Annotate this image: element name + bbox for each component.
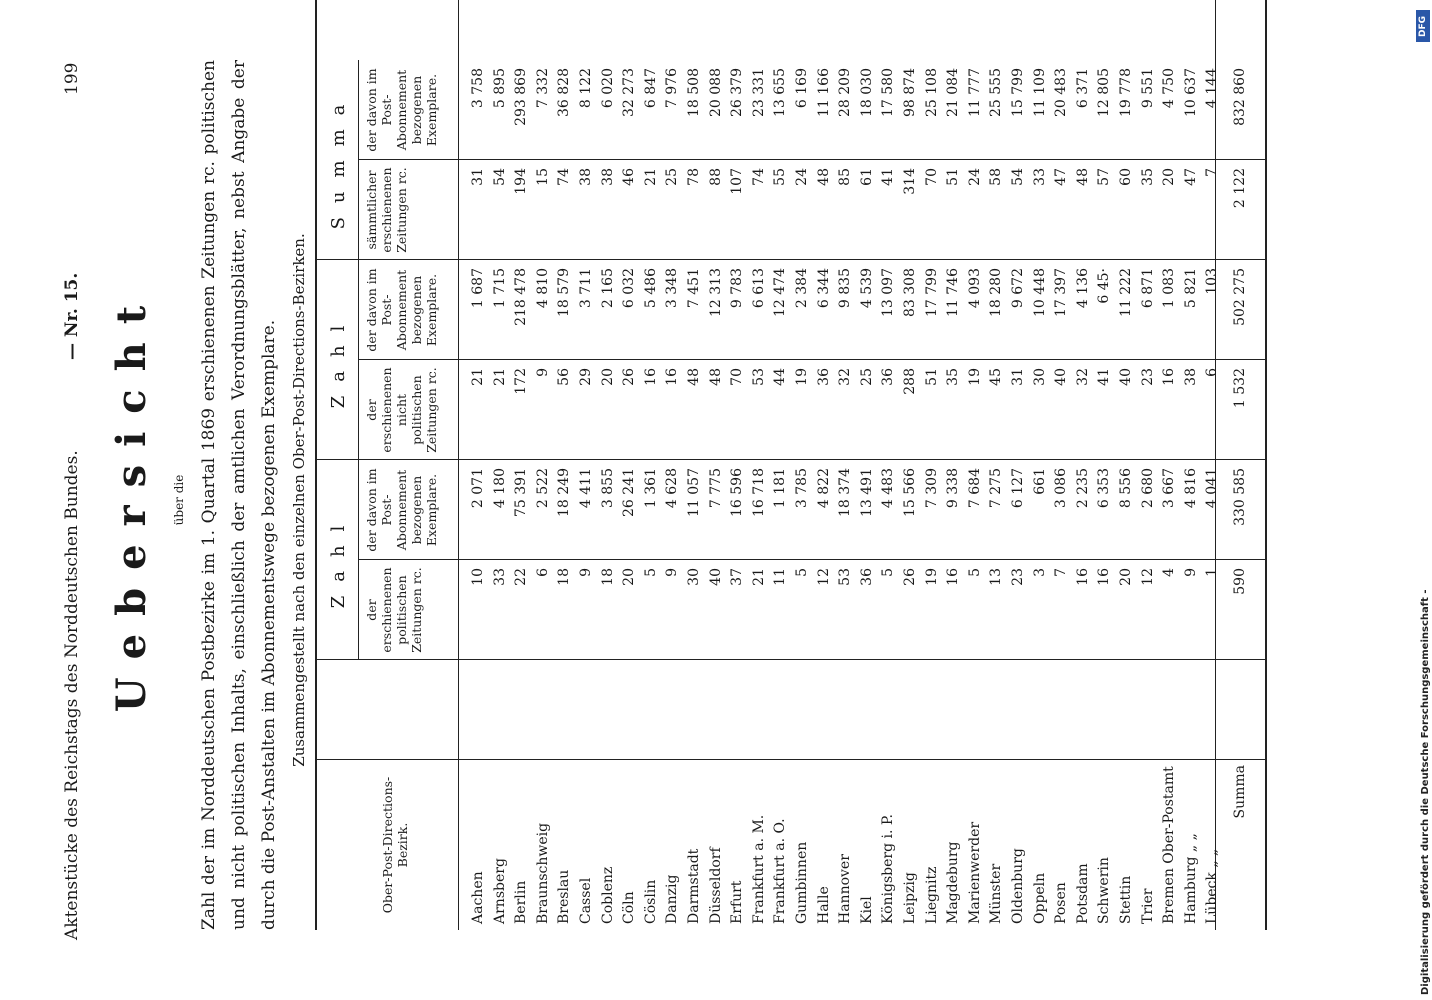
row-cell-sa: 7 976 <box>664 68 681 109</box>
row-district-name: Aachen <box>470 871 486 924</box>
row-cell-nc: 48 <box>707 368 724 386</box>
row-cell-na: 218 478 <box>513 268 530 326</box>
row-cell-na: 5 821 <box>1182 268 1199 309</box>
row-cell-sa: 25 555 <box>988 68 1005 117</box>
row-cell-pa: 7 775 <box>707 468 724 509</box>
row-cell-nc: 6 <box>1204 368 1221 377</box>
row-cell-pa: 18 249 <box>556 468 573 517</box>
col-header-district: Ober-Post-Directions-Bezirk. <box>380 776 410 914</box>
row-cell-pa: 4 628 <box>664 468 681 509</box>
row-cell-pc: 33 <box>491 568 508 586</box>
row-district-name: Halle <box>815 886 832 924</box>
row-cell-pc: 4 <box>1161 568 1178 577</box>
row-cell-nc: 31 <box>1010 368 1026 386</box>
row-district-name: Danzig <box>664 874 681 924</box>
row-cell-pa: 4 483 <box>880 468 897 509</box>
row-cell-sc: 54 <box>1010 168 1026 186</box>
row-cell-nc: 41 <box>1096 368 1113 386</box>
row-cell-sc: 25 <box>664 168 681 186</box>
row-cell-na: 6 45· <box>1096 268 1113 304</box>
group-rule-zahl-2 <box>358 60 359 360</box>
row-cell-sc: 60 <box>1118 168 1134 186</box>
row-cell-sa: 6 847 <box>642 68 659 109</box>
row-cell-pc: 9 <box>664 568 681 577</box>
row-cell-nc: 44 <box>772 368 789 386</box>
row-cell-pc: 37 <box>729 568 746 586</box>
row-cell-nc: 40 <box>1118 368 1134 386</box>
row-cell-pa: 6 353 <box>1096 468 1113 509</box>
row-cell-pc: 9 <box>1182 568 1199 577</box>
row-cell-sc: 41 <box>880 168 897 186</box>
row-district-name: Gumbinnen <box>794 841 810 924</box>
row-cell-pa: 7 309 <box>923 468 940 509</box>
row-cell-na: 4 136 <box>1074 268 1091 309</box>
row-cell-pc: 19 <box>923 568 940 586</box>
row-cell-sa: 32 273 <box>621 68 638 117</box>
row-cell-na: 12 474 <box>772 268 789 317</box>
row-cell-pc: 20 <box>1118 568 1134 586</box>
row-cell-na: 3 348 <box>664 268 681 309</box>
row-cell-pc: 40 <box>707 568 724 586</box>
row-district-name: Braunschweig <box>534 822 551 924</box>
col-header-nonpolitical-subscriptions: der davon im Post-Abonnement bezogenen Exemplare. <box>364 268 439 352</box>
row-district-name: Schwerin <box>1096 857 1113 924</box>
row-cell-pa: 11 057 <box>686 468 702 517</box>
row-cell-nc: 40 <box>1053 368 1070 386</box>
row-cell-pc: 5 <box>966 568 983 577</box>
col-header-nonpolitical-count: der erschienenen nicht politischen Zeitungen rc. <box>364 367 439 453</box>
row-cell-pc: 18 <box>556 568 573 586</box>
table-bottom-rule <box>1265 0 1267 930</box>
row-cell-sa: 18 030 <box>858 68 875 117</box>
row-cell-sc: 38 <box>578 168 594 186</box>
row-cell-pc: 12 <box>1139 568 1156 586</box>
row-district-name: Posen <box>1053 882 1070 924</box>
row-cell-sa: 36 828 <box>556 68 573 117</box>
row-cell-pc: 26 <box>902 568 918 586</box>
row-cell-sa: 6 020 <box>599 68 616 109</box>
col-header-total-count: sämmtlicher erschienenen Zeitungen rc. <box>364 167 409 253</box>
row-cell-pa: 6 127 <box>1010 468 1026 509</box>
row-cell-sa: 12 805 <box>1096 68 1113 117</box>
row-district-name: Cassel <box>578 877 594 924</box>
row-cell-nc: 53 <box>750 368 767 386</box>
row-cell-sa: 28 209 <box>837 68 854 117</box>
row-cell-na: 17 397 <box>1053 268 1070 317</box>
row-cell-sa: 26 379 <box>729 68 746 117</box>
row-district-name: Potsdam <box>1074 863 1091 924</box>
row-cell-pa: 18 374 <box>837 468 854 517</box>
row-district-name: Cöln <box>621 891 638 924</box>
row-cell-pa: 3 855 <box>599 468 616 509</box>
row-cell-pa: 16 596 <box>729 468 746 517</box>
row-cell-nc: 51 <box>923 368 940 386</box>
row-cell-nc: 45 <box>988 368 1005 386</box>
row-cell-pc: 16 <box>1074 568 1091 586</box>
total-political-count: 590 <box>1232 568 1248 595</box>
row-cell-sa: 293 869 <box>513 68 530 126</box>
row-cell-na: 10 448 <box>1031 268 1048 317</box>
row-cell-nc: 36 <box>815 368 832 386</box>
row-cell-pa: 1 181 <box>772 468 789 509</box>
row-district-name: Düsseldorf <box>707 847 724 924</box>
row-cell-nc: 48 <box>686 368 702 386</box>
row-cell-sc: 15 <box>534 168 551 186</box>
row-district-name: Magdeburg <box>945 841 962 924</box>
page-number: 199 <box>62 62 82 95</box>
row-cell-na: 103 <box>1204 268 1221 295</box>
row-cell-nc: 26 <box>621 368 638 386</box>
group-header-zahl-1: Zahl <box>328 511 349 609</box>
row-cell-pc: 7 <box>1053 568 1070 577</box>
row-cell-sc: 78 <box>686 168 702 186</box>
row-cell-sa: 19 778 <box>1118 68 1134 117</box>
row-cell-na: 6 344 <box>815 268 832 309</box>
digitization-notice: Digitalisierung gefördert durch die Deutsche Forschungsgemeinschaft - <box>1420 589 1431 995</box>
row-cell-pa: 7 684 <box>966 468 983 509</box>
row-cell-sc: 47 <box>1182 168 1199 186</box>
row-cell-na: 12 313 <box>707 268 724 317</box>
row-cell-nc: 25 <box>858 368 875 386</box>
row-cell-sa: 3 758 <box>470 68 486 109</box>
row-cell-na: 1 687 <box>470 268 486 309</box>
row-cell-nc: 21 <box>470 368 486 386</box>
row-cell-pc: 1 <box>1204 568 1221 577</box>
row-cell-pa: 661 <box>1031 468 1048 495</box>
row-cell-sa: 25 108 <box>923 68 940 117</box>
row-cell-nc: 20 <box>599 368 616 386</box>
row-cell-nc: 19 <box>794 368 810 386</box>
row-district-name: Erfurt <box>729 880 746 924</box>
row-district-name: Marienwerder <box>966 821 983 924</box>
row-cell-sa: 5 895 <box>491 68 508 109</box>
row-cell-na: 11 222 <box>1118 268 1134 317</box>
row-cell-na: 9 835 <box>837 268 854 309</box>
row-cell-na: 83 308 <box>902 268 918 317</box>
row-cell-sc: 35 <box>1139 168 1156 186</box>
row-cell-sa: 23 331 <box>750 68 767 117</box>
row-cell-sa: 20 088 <box>707 68 724 117</box>
row-cell-sc: 21 <box>642 168 659 186</box>
row-cell-na: 6 613 <box>750 268 767 309</box>
row-cell-sa: 11 109 <box>1031 68 1048 117</box>
row-cell-pc: 5 <box>642 568 659 577</box>
row-cell-sa: 17 580 <box>880 68 897 117</box>
row-cell-pa: 16 718 <box>750 468 767 517</box>
row-cell-sa: 18 508 <box>686 68 702 117</box>
row-cell-pc: 12 <box>815 568 832 586</box>
row-cell-pc: 22 <box>513 568 530 586</box>
page-title: Uebersicht <box>108 287 155 713</box>
row-cell-sa: 20 483 <box>1053 68 1070 117</box>
row-cell-sc: 57 <box>1096 168 1113 186</box>
row-district-name: Hannover <box>837 854 854 924</box>
row-cell-sc: 24 <box>966 168 983 186</box>
row-district-name: Bremen Ober-Postamt <box>1161 766 1178 924</box>
row-cell-pc: 6 <box>534 568 551 577</box>
total-all-count: 2 122 <box>1232 168 1248 209</box>
row-cell-pc: 23 <box>1010 568 1026 586</box>
row-cell-nc: 70 <box>729 368 746 386</box>
row-cell-na: 18 280 <box>988 268 1005 317</box>
row-cell-sa: 7 332 <box>534 68 551 109</box>
row-cell-sa: 21 084 <box>945 68 962 117</box>
row-cell-sa: 6 169 <box>794 68 810 109</box>
row-cell-na: 13 097 <box>880 268 897 317</box>
col-header-political-count: der erschienenen politischen Zeitungen rc. <box>364 567 424 653</box>
row-cell-sa: 11 166 <box>815 68 832 117</box>
table-caption: Zahl der im Norddeutschen Postbezirke im 1. Quartal 1869 erschienenen Zeitungen rc. politischen und nicht politischen Inhalts, einschließlich der amtlichen Verordnungsblätter, nebst Angabe der durch die Post-Anstalten im Abonnementswege bezogenen Exemplare. <box>199 60 279 930</box>
row-cell-sc: 33 <box>1031 168 1048 186</box>
row-cell-pa: 3 785 <box>794 468 810 509</box>
row-district-name: Coblenz <box>599 866 616 924</box>
col-header-total-subscriptions: der davon im Post-Abonnement bezogenen Exemplare. <box>364 68 439 152</box>
row-cell-sa: 9 551 <box>1139 68 1156 109</box>
row-cell-sc: 54 <box>491 168 508 186</box>
row-cell-na: 9 783 <box>729 268 746 309</box>
row-cell-na: 2 165 <box>599 268 616 309</box>
row-cell-sc: 48 <box>1074 168 1091 186</box>
row-cell-pa: 4 822 <box>815 468 832 509</box>
row-cell-sc: 47 <box>1053 168 1070 186</box>
row-cell-na: 4 810 <box>534 268 551 309</box>
row-cell-sc: 48 <box>815 168 832 186</box>
row-cell-na: 4 093 <box>966 268 983 309</box>
row-cell-sa: 6 371 <box>1074 68 1091 109</box>
row-cell-nc: 19 <box>966 368 983 386</box>
header-rule <box>458 0 459 930</box>
row-cell-sc: 31 <box>470 168 486 186</box>
row-cell-nc: 172 <box>513 368 530 395</box>
row-district-name: Frankfurt a. O. <box>772 818 789 924</box>
row-cell-nc: 32 <box>837 368 854 386</box>
row-district-name: Breslau <box>556 869 573 924</box>
row-cell-sc: 74 <box>750 168 767 186</box>
row-cell-sa: 8 122 <box>578 68 594 109</box>
col-rule-1 <box>315 759 1265 760</box>
row-cell-na: 6 871 <box>1139 268 1156 309</box>
row-cell-pc: 30 <box>686 568 702 586</box>
row-district-name: Frankfurt a. M. <box>750 814 767 924</box>
row-cell-sc: 51 <box>945 168 962 186</box>
row-cell-pc: 16 <box>945 568 962 586</box>
row-cell-pc: 5 <box>880 568 897 577</box>
row-cell-sa: 98 874 <box>902 68 918 117</box>
row-cell-na: 5 486 <box>642 268 659 309</box>
row-cell-pa: 4 411 <box>578 468 594 509</box>
row-cell-nc: 30 <box>1031 368 1048 386</box>
row-district-name: Lübeck „ „ <box>1204 848 1221 924</box>
row-cell-sc: 38 <box>599 168 616 186</box>
row-cell-sc: 24 <box>794 168 810 186</box>
row-cell-nc: 32 <box>1074 368 1091 386</box>
row-cell-sc: 88 <box>707 168 724 186</box>
row-district-name: Liegnitz <box>923 866 940 924</box>
total-label: Summa <box>1232 765 1248 819</box>
row-cell-sa: 4 144 <box>1204 68 1221 109</box>
row-cell-nc: 35 <box>945 368 962 386</box>
row-cell-pa: 4 180 <box>491 468 508 509</box>
row-cell-sc: 194 <box>513 168 530 195</box>
row-cell-na: 9 672 <box>1010 268 1026 309</box>
row-cell-pa: 1 361 <box>642 468 659 509</box>
row-cell-nc: 56 <box>556 368 573 386</box>
total-nonpolitical-count: 1 532 <box>1232 368 1248 409</box>
title-subword: über die <box>172 474 186 526</box>
group-header-summa: Summa <box>328 90 349 230</box>
row-district-name: Cöslin <box>642 879 659 924</box>
row-cell-sa: 11 777 <box>966 68 983 117</box>
group-header-zahl-2: Zahl <box>328 311 349 409</box>
row-cell-sc: 20 <box>1161 168 1178 186</box>
row-cell-na: 4 539 <box>858 268 875 309</box>
row-cell-pa: 2 680 <box>1139 468 1156 509</box>
row-cell-pa: 4 816 <box>1182 468 1199 509</box>
row-district-name: Münster <box>988 863 1005 924</box>
row-cell-nc: 29 <box>578 368 594 386</box>
row-cell-nc: 16 <box>642 368 659 386</box>
row-cell-pa: 7 275 <box>988 468 1005 509</box>
row-cell-na: 11 746 <box>945 268 962 317</box>
row-cell-sc: 70 <box>923 168 940 186</box>
row-cell-pc: 3 <box>1031 568 1048 577</box>
row-cell-sc: 58 <box>988 168 1005 186</box>
col-header-political-subscriptions: der davon im Post-Abonnement bezogenen Exemplare. <box>364 468 439 552</box>
total-nonpolitical-subscriptions: 502 275 <box>1232 268 1248 326</box>
row-cell-pc: 53 <box>837 568 854 586</box>
row-cell-pc: 18 <box>599 568 616 586</box>
row-district-name: Stettin <box>1118 875 1134 924</box>
group-rule-zahl-1 <box>358 360 359 660</box>
row-cell-sc: 61 <box>858 168 875 186</box>
row-district-name: Arnsberg <box>491 858 508 924</box>
row-cell-sc: 55 <box>772 168 789 186</box>
row-district-name: Oldenburg <box>1010 848 1026 924</box>
row-cell-na: 18 579 <box>556 268 573 317</box>
row-cell-sc: 85 <box>837 168 854 186</box>
row-district-name: Oppeln <box>1031 872 1048 924</box>
row-cell-pa: 26 241 <box>621 468 638 517</box>
row-district-name: Königsberg i. P. <box>880 814 897 924</box>
row-cell-pa: 8 556 <box>1118 468 1134 509</box>
row-cell-pc: 20 <box>621 568 638 586</box>
row-cell-nc: 21 <box>491 368 508 386</box>
row-cell-nc: 288 <box>902 368 918 395</box>
row-cell-pc: 5 <box>794 568 810 577</box>
row-cell-pa: 4 041 <box>1204 468 1221 509</box>
row-cell-na: 3 711 <box>578 268 594 309</box>
row-cell-nc: 23 <box>1139 368 1156 386</box>
row-cell-sc: 46 <box>621 168 638 186</box>
table-top-rule <box>315 0 317 930</box>
row-cell-pc: 21 <box>750 568 767 586</box>
row-cell-sa: 4 750 <box>1161 68 1178 109</box>
running-header: Aktenstücke des Reichstags des Norddeutschen Bundes. <box>62 450 82 940</box>
row-cell-pc: 11 <box>772 568 789 586</box>
row-cell-sc: 314 <box>902 168 918 195</box>
row-cell-sc: 74 <box>556 168 573 186</box>
row-cell-pc: 36 <box>858 568 875 586</box>
total-all-subscriptions: 832 860 <box>1232 68 1248 126</box>
row-cell-pc: 13 <box>988 568 1005 586</box>
row-cell-nc: 9 <box>534 368 551 377</box>
row-cell-pa: 3 667 <box>1161 468 1178 509</box>
row-cell-na: 2 384 <box>794 268 810 309</box>
total-political-subscriptions: 330 585 <box>1232 468 1248 526</box>
dfg-logo: DFG <box>1416 10 1430 42</box>
row-cell-sa: 15 799 <box>1010 68 1026 117</box>
row-cell-na: 1 715 <box>491 268 508 309</box>
row-cell-pc: 10 <box>470 568 486 586</box>
row-cell-pa: 2 522 <box>534 468 551 509</box>
row-cell-sa: 13 655 <box>772 68 789 117</box>
row-cell-pc: 16 <box>1096 568 1113 586</box>
row-cell-na: 1 083 <box>1161 268 1178 309</box>
row-cell-pa: 2 071 <box>470 468 486 509</box>
row-cell-nc: 38 <box>1182 368 1199 386</box>
row-cell-pc: 9 <box>578 568 594 577</box>
row-cell-nc: 36 <box>880 368 897 386</box>
row-cell-na: 6 032 <box>621 268 638 309</box>
row-district-name: Darmstadt <box>686 848 702 924</box>
row-cell-pa: 13 491 <box>858 468 875 517</box>
table-subcaption: Zusammengestellt nach den einzelnen Ober-Post-Directions-Bezirken. <box>290 233 308 767</box>
row-cell-sc: 107 <box>729 168 746 195</box>
row-cell-na: 17 799 <box>923 268 940 317</box>
row-cell-pa: 9 338 <box>945 468 962 509</box>
row-cell-pa: 15 566 <box>902 468 918 517</box>
row-cell-pa: 3 086 <box>1053 468 1070 509</box>
row-cell-sc: 7 <box>1204 168 1221 177</box>
row-district-name: Berlin <box>513 880 530 924</box>
row-cell-sa: 10 637 <box>1182 68 1199 117</box>
row-cell-nc: 16 <box>664 368 681 386</box>
row-cell-pa: 75 391 <box>513 468 530 517</box>
row-cell-nc: 16 <box>1161 368 1178 386</box>
row-district-name: Trier <box>1139 888 1156 924</box>
row-district-name: Leipzig <box>902 872 918 924</box>
document-number: — Nr. 15. <box>62 272 82 360</box>
row-district-name: Kiel <box>858 896 875 924</box>
row-cell-na: 7 451 <box>686 268 702 309</box>
row-district-name: Hamburg „ „ <box>1182 833 1199 924</box>
row-cell-pa: 2 235 <box>1074 468 1091 509</box>
